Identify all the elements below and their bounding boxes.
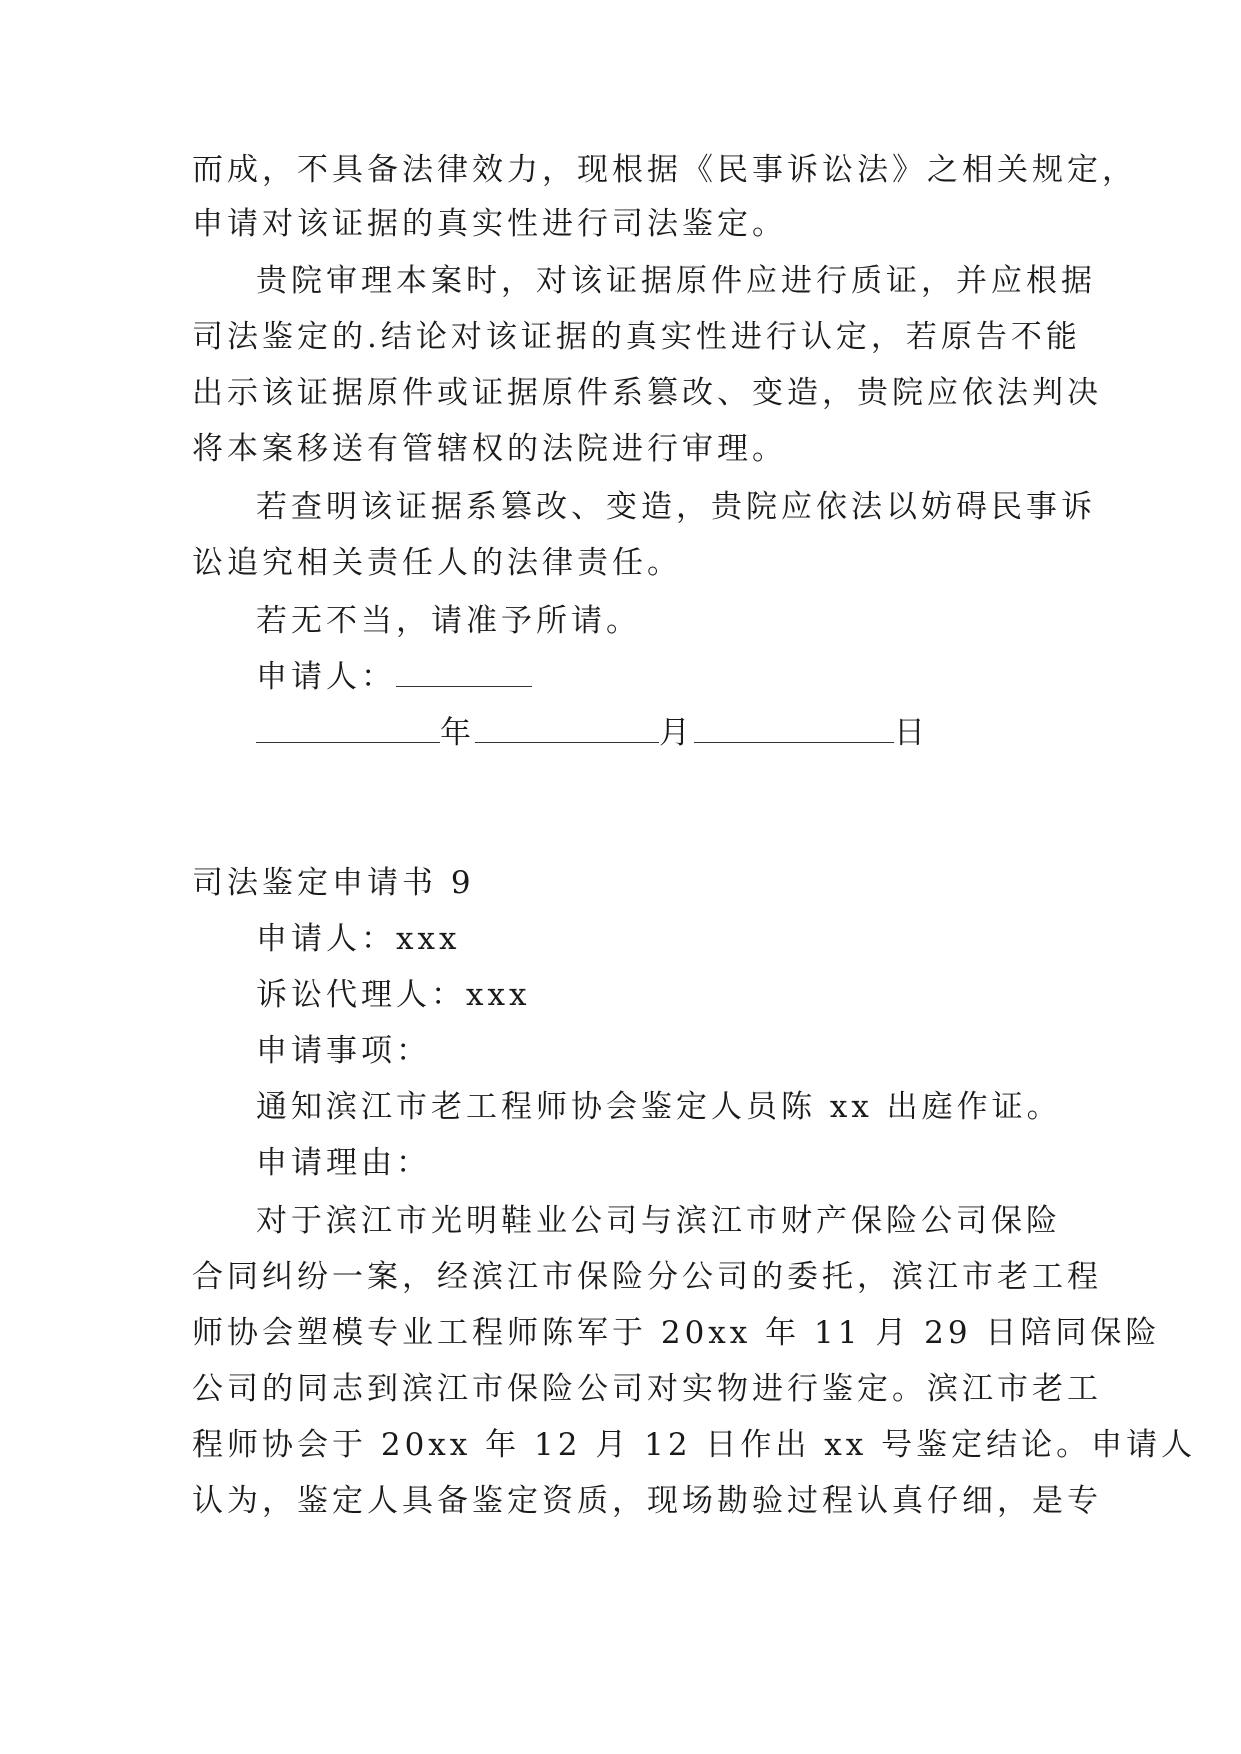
text-line: 认为，鉴定人具备鉴定资质，现场勘验过程认真仔细，是专 [192,1483,1102,1519]
text-line: 申请对该证据的真实性进行司法鉴定。 [192,206,787,242]
applicant-blank [396,658,532,687]
text-line: 而成，不具备法律效力，现根据《民事诉讼法》之相关规定， [192,152,1137,188]
text-line: 对于滨江市光明鞋业公司与滨江市财产保险公司保险 [256,1203,1061,1239]
text-line: 将本案移送有管辖权的法院进行审理。 [192,431,787,467]
month-label: 月 [659,715,694,751]
text-line: 合同纠纷一案，经滨江市保险分公司的委托，滨江市老工程 [192,1259,1102,1295]
text-line: 师协会塑模专业工程师陈军于 20xx 年 11 月 29 日陪同保险 [192,1315,1161,1351]
text-line: 出示该证据原件或证据原件系篡改、变造，贵院应依法判决 [192,375,1102,411]
date-line [256,713,929,753]
matters-label: 申请事项： [256,1033,431,1069]
year-label: 年 [440,715,475,751]
month-blank [475,714,659,743]
text-line: 若查明该证据系篡改、变造，贵院应依法以妨碍民事诉 [256,489,1096,525]
matters-text: 通知滨江市老工程师协会鉴定人员陈 xx 出庭作证。 [256,1089,1062,1125]
day-blank [694,714,894,743]
day-label: 日 [894,715,929,751]
section-title: 司法鉴定申请书 9 [192,865,475,901]
closing-line: 若无不当，请准予所请。 [256,603,641,639]
year-blank [256,714,440,743]
applicant-label: 申请人： [256,659,396,695]
signature-line [256,657,532,697]
text-line: 讼追究相关责任人的法律责任。 [192,545,682,581]
reasons-label: 申请理由： [256,1145,431,1181]
text-line: 公司的同志到滨江市保险公司对实物进行鉴定。滨江市老工 [192,1371,1102,1407]
applicant-line: 申请人：xxx [256,921,461,957]
text-line: 程师协会于 20xx 年 12 月 12 日作出 xx 号鉴定结论。申请人 [192,1427,1197,1463]
text-line: 贵院审理本案时，对该证据原件应进行质证，并应根据 [256,263,1096,299]
agent-line: 诉讼代理人：xxx [256,977,531,1013]
text-line: 司法鉴定的.结论对该证据的真实性进行认定，若原告不能 [192,319,1081,355]
